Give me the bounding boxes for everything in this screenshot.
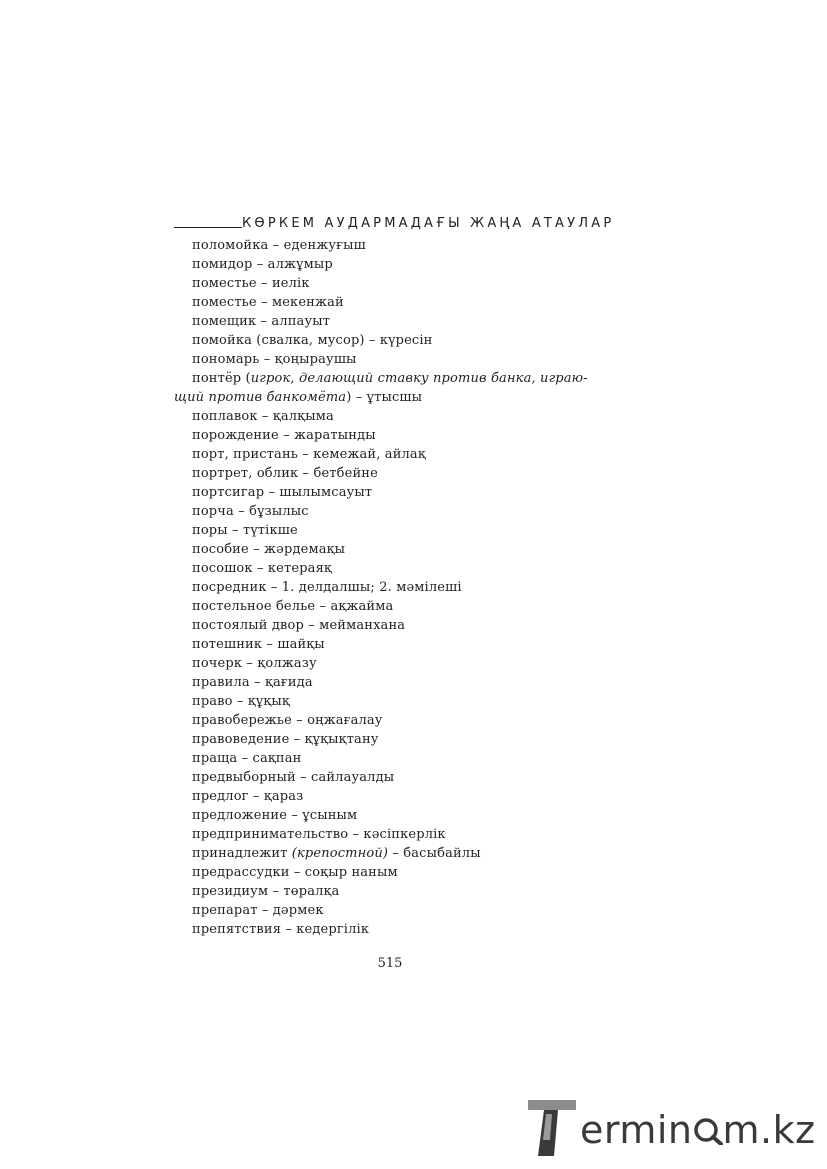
glossary-entry: помещик – алпауыт bbox=[192, 314, 331, 329]
glossary-entry: порт, пристань – кемежай, айлақ bbox=[192, 447, 426, 462]
glossary-entry: посошок – кетераяқ bbox=[192, 561, 332, 576]
glossary-entry: потешник – шайқы bbox=[192, 637, 325, 652]
entry-term: принадлежит bbox=[192, 846, 292, 861]
glossary-entries bbox=[174, 236, 634, 939]
logo-text bbox=[580, 1108, 816, 1152]
glossary-entry: посредник – 1. делдалшы; 2. мәмілеші bbox=[192, 580, 462, 595]
glossary-entry: право – құқық bbox=[192, 694, 290, 709]
glossary-entry: пособие – жәрдемақы bbox=[192, 542, 346, 557]
glossary-entry: поры – түтікше bbox=[192, 523, 298, 538]
glossary-entry: предложение – ұсыным bbox=[192, 808, 358, 823]
glossary-entry: пономарь – қоңыраушы bbox=[192, 352, 357, 367]
glossary-entry: портрет, облик – бетбейне bbox=[192, 466, 378, 481]
page-number: 515 bbox=[377, 956, 403, 971]
glossary-entry: постельное белье – ақжайма bbox=[192, 599, 394, 614]
entry-gloss-italic: (крепостной) bbox=[291, 846, 389, 861]
entry-gloss-italic: игрок, делающий ставку против банка, играю- bbox=[250, 371, 588, 386]
glossary-entry: поместье – мекенжай bbox=[192, 295, 344, 310]
logo-t-icon bbox=[528, 1100, 578, 1156]
glossary-entry: поломойка – еденжуғыш bbox=[192, 238, 366, 253]
termincom-logo[interactable] bbox=[528, 1100, 818, 1160]
logo-text-end: m.kz bbox=[722, 1108, 816, 1152]
glossary-entry: правобережье – оңжағалау bbox=[192, 713, 383, 728]
header-title: КӨРКЕМ АУДАРМАДАҒЫ ЖАҢА АТАУЛАР bbox=[242, 216, 615, 231]
entry-translation: ) – ұтысшы bbox=[346, 390, 423, 405]
glossary-entry: президиум – төралқа bbox=[192, 884, 340, 899]
entry-continuation bbox=[174, 388, 634, 407]
entry-translation: – басыбайлы bbox=[388, 846, 481, 861]
glossary-entry: поплавок – қалқыма bbox=[192, 409, 334, 424]
entry-gloss-italic: щий против банкомёта bbox=[174, 390, 347, 405]
running-header bbox=[174, 212, 634, 232]
entry-term: понтёр ( bbox=[192, 371, 251, 386]
glossary-entry: портсигар – шылымсауыт bbox=[192, 485, 373, 500]
glossary-entry: постоялый двор – мейманхана bbox=[192, 618, 406, 633]
glossary-entry: помидор – алжұмыр bbox=[192, 257, 333, 272]
header-rule bbox=[174, 227, 242, 228]
glossary-entry: поместье – иелік bbox=[192, 276, 310, 291]
glossary-entry: предрассудки – соқыр наным bbox=[192, 865, 398, 880]
glossary-entry: помойка (свалка, мусор) – күресін bbox=[192, 333, 433, 348]
logo-text-start: ermin bbox=[580, 1108, 693, 1152]
glossary-entry: правоведение – құқықтану bbox=[192, 732, 379, 747]
glossary-entry: предпринимательство – кәсіпкерлік bbox=[192, 827, 446, 842]
glossary-entry: порча – бұзылыс bbox=[192, 504, 309, 519]
glossary-entry: препятствия – кедергілік bbox=[192, 922, 370, 937]
glossary-entry bbox=[174, 369, 634, 388]
glossary-entry: предвыборный – сайлауалды bbox=[192, 770, 395, 785]
glossary-entry: правила – қағида bbox=[192, 675, 313, 690]
glossary-entry: почерк – қолжазу bbox=[192, 656, 317, 671]
glossary-entry bbox=[174, 844, 634, 863]
glossary-entry: предлог – қараз bbox=[192, 789, 304, 804]
glossary-entry: препарат – дәрмек bbox=[192, 903, 324, 918]
glossary-entry: праща – сақпан bbox=[192, 751, 302, 766]
magnifier-icon bbox=[693, 1110, 723, 1140]
glossary-entry: порождение – жаратынды bbox=[192, 428, 376, 443]
